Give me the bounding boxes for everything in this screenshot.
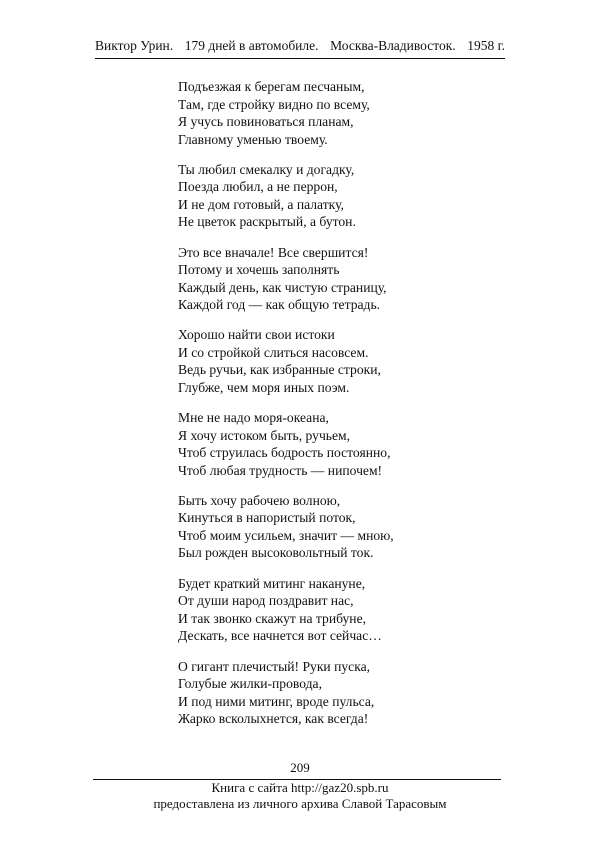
stanza: [178, 326, 394, 396]
poem-line: Поезда любил, а не перрон,: [178, 179, 338, 195]
stanza: [178, 575, 394, 645]
poem-line: И со стройкой слиться насовсем.: [178, 344, 369, 360]
header-book: 179 дней в автомобиле.: [184, 38, 319, 53]
poem-line: Потому и хочешь заполнять: [178, 262, 340, 278]
poem-line: Я учусь повиноваться планам,: [178, 114, 354, 129]
poem-line: Чтоб любая трудность — нипочем!: [178, 462, 383, 478]
poem-line: Подъезжая к берегам песчаным,: [178, 79, 365, 94]
poem-line: Будет краткий митинг накануне,: [178, 575, 366, 591]
poem-line: Каждый день, как чистую страницу,: [178, 279, 387, 295]
poem-line: Дескать, все начнется вот сейчас…: [178, 628, 382, 644]
poem-line: Жарко всколыхнется, как всегда!: [178, 711, 369, 727]
poem-line: Я хочу истоком быть, ручьем,: [178, 427, 351, 443]
header-route: Москва-Владивосток.: [330, 38, 456, 53]
stanza: [178, 244, 394, 314]
header-year: 1958 г.: [467, 38, 505, 53]
poem-line: Быть хочу рабочею волною,: [178, 492, 341, 508]
poem-line: О гигант плечистый! Руки пуска,: [178, 658, 371, 674]
poem-line: Голубые жилки-провода,: [178, 676, 322, 692]
poem-line: Мне не надо моря-океана,: [178, 410, 329, 426]
poem-line: Главному уменью твоему.: [178, 131, 328, 147]
poem-line: Чтоб моим усильем, значит — мною,: [178, 527, 394, 543]
poem-line: Каждой год — как общую тетрадь.: [178, 297, 381, 313]
poem-line: Ты любил смекалку и догадку,: [178, 161, 355, 177]
poem-line: Глубже, чем моря иных поэм.: [178, 379, 350, 395]
header-rule: [95, 58, 505, 59]
page-number: 209: [290, 760, 310, 775]
poem-line: Там, где стройку видно по всему,: [178, 96, 370, 112]
stanza: [178, 492, 394, 562]
poem-line: И под ними митинг, вроде пульса,: [178, 693, 375, 709]
stanza: [178, 78, 394, 148]
footer-source: Книга с сайта http://gaz20.spb.ru: [211, 780, 389, 795]
poem-line: И не дом готовый, а палатку,: [178, 196, 344, 212]
stanza: [178, 658, 394, 728]
poem-line: Не цветок раскрытый, а бутон.: [178, 214, 356, 230]
poem-line: И так звонко скажут на трибуне,: [178, 610, 367, 626]
footer: [0, 780, 600, 812]
footer-credit: предоставлена из личного архива Славой Тарасовым: [153, 796, 447, 811]
poem-line: Хорошо найти свои истоки: [178, 327, 335, 343]
stanza: [178, 409, 394, 479]
poem-line: Был рожден высоковольтный ток.: [178, 545, 374, 561]
poem-line: Это все вначале! Все свершится!: [178, 244, 369, 260]
poem: [178, 78, 394, 740]
poem-line: Кинуться в напористый поток,: [178, 510, 356, 526]
running-header: [95, 38, 505, 54]
header-author: Виктор Урин.: [95, 38, 174, 53]
stanza: [178, 161, 394, 231]
poem-line: Ведь ручьи, как избранные строки,: [178, 362, 381, 378]
poem-line: Чтоб струилась бодрость постоянно,: [178, 445, 391, 461]
poem-line: От души народ поздравит нас,: [178, 593, 354, 609]
